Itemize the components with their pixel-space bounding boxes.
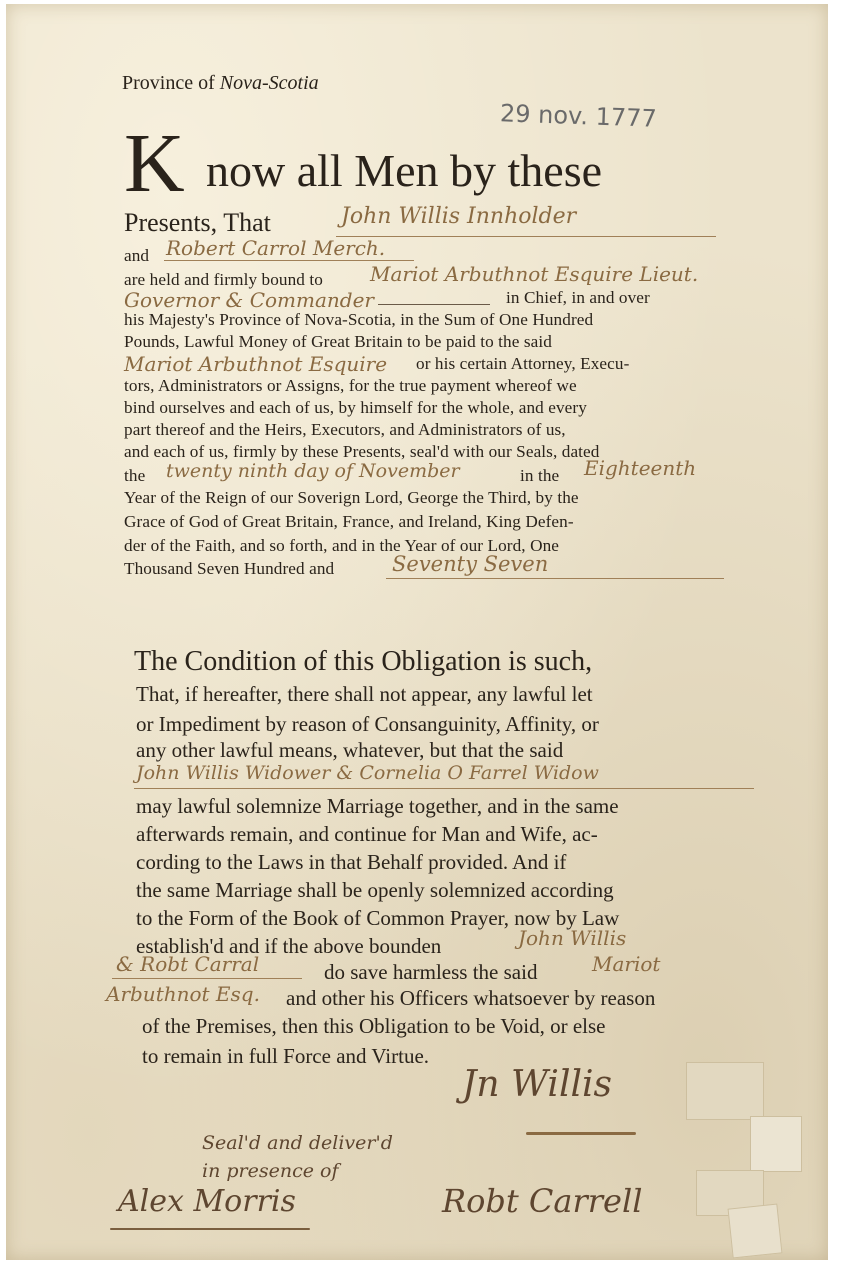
- arbuthnot-hand: Arbuthnot Esq.: [106, 982, 260, 1006]
- condition-line-1: That, if hereafter, there shall not appear, any lawful let: [136, 682, 593, 706]
- witness-signature: Alex Morris: [118, 1184, 296, 1219]
- condition-line-13: of the Premises, then this Obligation to be Void, or else: [142, 1014, 606, 1038]
- seal-paper-2: [750, 1116, 802, 1172]
- seal-paper-4: [728, 1204, 783, 1259]
- condition-line-5: may lawful solemnize Marriage together, and in the same: [136, 794, 619, 818]
- fill-line: [164, 260, 414, 261]
- condition-line-2: or Impediment by reason of Consanguinity, Affinity, or: [136, 712, 599, 736]
- obligee-hand: Mariot Arbuthnot Esquire Lieut.: [370, 262, 699, 286]
- print-rule: [378, 304, 490, 305]
- bond-line-5: his Majesty's Province of Nova-Scotia, in the Sum of One Hundred: [124, 310, 594, 329]
- signature-flourish: [526, 1132, 636, 1135]
- bond-line-8: tors, Administrators or Assigns, for the true payment whereof we: [124, 376, 577, 395]
- province-name: Nova-Scotia: [219, 72, 319, 94]
- obligee-title-hand: Governor & Commander: [124, 288, 374, 312]
- bond-line-10: part thereof and the Heirs, Executors, and Administrators of us,: [124, 420, 566, 439]
- document-paper: [6, 4, 828, 1260]
- witness-flourish: [110, 1228, 310, 1230]
- parties-hand: John Willis Widower & Cornelia O Farrel Widow: [136, 762, 599, 784]
- bounden-hand: John Willis: [518, 926, 627, 950]
- fill-line: [134, 788, 754, 789]
- bond-line-11: and each of us, firmly by these Presents, seal'd with our Seals, dated: [124, 442, 600, 461]
- condition-line-11: do save harmless the said: [324, 960, 538, 984]
- condition-line-6: afterwards remain, and continue for Man and Wife, ac-: [136, 822, 598, 846]
- reign-year-hand: Eighteenth: [584, 456, 697, 480]
- bounden-2-hand: & Robt Carral: [116, 952, 260, 976]
- sealed-line-2: in presence of: [202, 1160, 339, 1182]
- condition-line-8: the same Marriage shall be openly solemnized according: [136, 878, 614, 902]
- signer-1-signature: Jn Willis: [462, 1064, 612, 1105]
- bond-line-4: in Chief, in and over: [506, 288, 650, 307]
- bond-line-14: Grace of God of Great Britain, France, and Ireland, King Defen-: [124, 512, 574, 531]
- signer-2-signature: Robt Carrell: [442, 1182, 643, 1220]
- fill-line: [336, 236, 716, 237]
- condition-line-3: any other lawful means, whatever, but that the said: [136, 738, 564, 762]
- condition-line-7: cording to the Laws in that Behalf provided. And if: [136, 850, 567, 874]
- condition-line-9: to the Form of the Book of Common Prayer, now by Law: [136, 906, 620, 930]
- seal-paper-1: [686, 1062, 764, 1120]
- condition-line-14: to remain in full Force and Virtue.: [142, 1044, 430, 1068]
- year-hand: Seventy Seven: [392, 552, 549, 576]
- fill-line: [112, 978, 302, 979]
- bond-the: the: [124, 466, 146, 485]
- fill-line: [386, 578, 724, 579]
- condition-line-12: and other his Officers whatsoever by reason: [286, 986, 656, 1010]
- bond-line-16: Thousand Seven Hundred and: [124, 559, 335, 578]
- condition-line-10: establish'd and if the above bounden: [136, 934, 442, 958]
- dropcap: K: [124, 117, 185, 210]
- presents-that: Presents, That: [124, 208, 271, 237]
- bond-line-3: are held and firmly bound to: [124, 270, 323, 289]
- bond-and: and: [124, 246, 150, 265]
- mariot-hand: Mariot: [592, 952, 661, 976]
- bond-line-7: or his certain Attorney, Execu-: [416, 354, 630, 373]
- province-label: Province of: [122, 72, 215, 94]
- province-line: [122, 72, 319, 95]
- sealed-line-1: Seal'd and deliver'd: [202, 1132, 393, 1154]
- bond-in-the: in the: [520, 466, 560, 485]
- bond-line-6: Pounds, Lawful Money of Great Britain to be paid to the said: [124, 332, 552, 351]
- obligee-repeat-hand: Mariot Arbuthnot Esquire: [124, 352, 388, 376]
- bond-line-15: der of the Faith, and so forth, and in the Year of our Lord, One: [124, 536, 560, 555]
- bond-line-9: bind ourselves and each of us, by himself for the whole, and every: [124, 398, 587, 417]
- heading: now all Men by these: [206, 145, 603, 196]
- date-day-hand: twenty ninth day of November: [166, 460, 460, 482]
- obligor-2-hand: Robert Carrol Merch.: [166, 236, 386, 260]
- obligor-1-hand: John Willis Innholder: [341, 204, 577, 229]
- condition-heading: The Condition of this Obligation is such,: [134, 646, 593, 677]
- bond-line-13: Year of the Reign of our Soverign Lord, George the Third, by the: [124, 488, 579, 507]
- archive-date-note: 29 nov. 1777: [499, 99, 658, 133]
